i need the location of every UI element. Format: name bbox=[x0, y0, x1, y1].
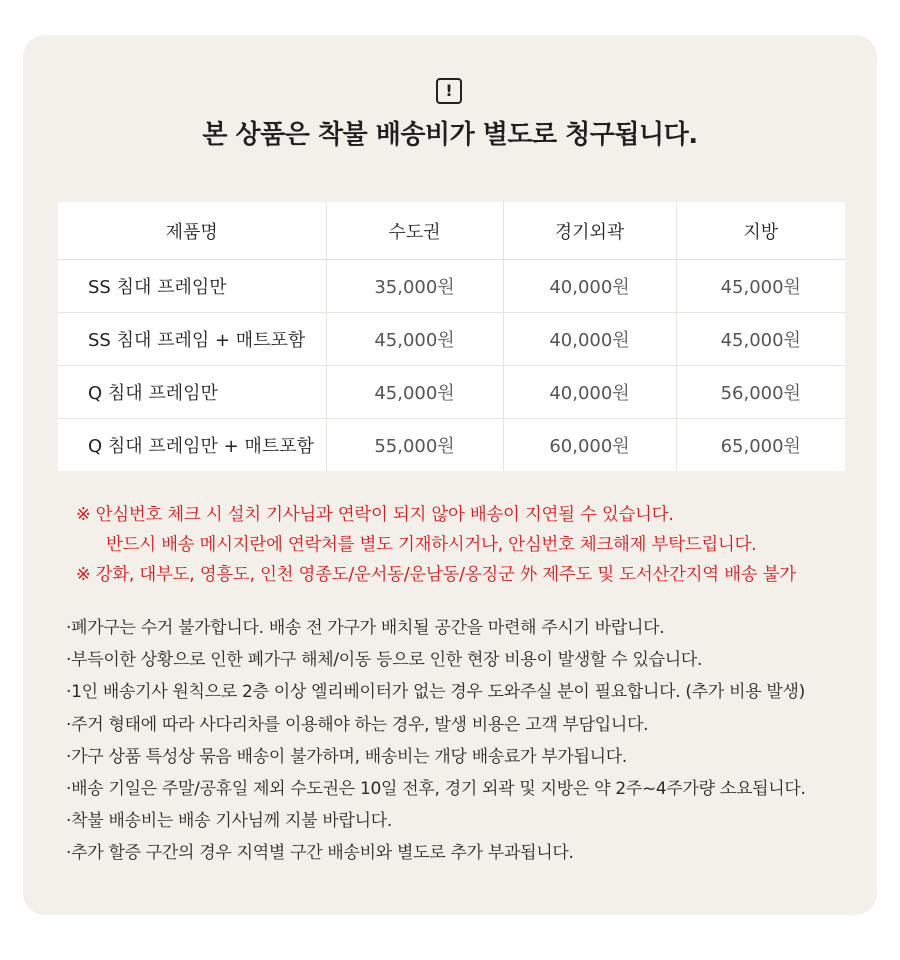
note-item: ·가구 상품 특성상 묶음 배송이 불가하며, 배송비는 개당 배송료가 부가됩니다. bbox=[66, 746, 628, 767]
header-regional: 지방 bbox=[676, 202, 845, 260]
header-gyeonggi-outskirts: 경기외곽 bbox=[503, 202, 676, 260]
exclamation-glyph: ! bbox=[445, 81, 453, 100]
note-item: ·착불 배송비는 배송 기사님께 지불 바랍니다. bbox=[66, 811, 392, 832]
shipping-fee-table bbox=[58, 202, 845, 471]
warning-line: ※ 안심번호 체크 시 설치 기사님과 연락이 되지 않아 배송이 지연될 수 있습니다. bbox=[76, 505, 674, 525]
product-name: SS 침대 프레임 + 매트포함 bbox=[58, 313, 326, 366]
note-item: ·폐가구는 수거 불가합니다. 배송 전 가구가 배치될 공간을 마련해 주시기 바랍니다. bbox=[66, 618, 665, 638]
header-capital-area: 수도권 bbox=[326, 202, 503, 260]
table-row bbox=[58, 419, 845, 472]
price-cell: 40,000원 bbox=[503, 366, 676, 419]
warning-line: ※ 강화, 대부도, 영흥도, 인천 영종도/운서동/운남동/옹징군 外 제주도 및 도서산간지역 배송 불가 bbox=[76, 565, 796, 585]
product-name: SS 침대 프레임만 bbox=[58, 260, 326, 313]
price-cell: 45,000원 bbox=[326, 366, 503, 419]
header-product: 제품명 bbox=[58, 202, 326, 260]
price-cell: 40,000원 bbox=[503, 313, 676, 366]
price-cell: 65,000원 bbox=[720, 436, 801, 457]
warning-line: 반드시 배송 메시지란에 연락처를 별도 기재하시거나, 안심번호 체크해제 부탁드립니다. bbox=[106, 535, 757, 555]
price-cell: 45,000원 bbox=[326, 313, 503, 366]
product-name: Q 침대 프레임만 + 매트포함 bbox=[58, 419, 326, 472]
price-cell: 45,000원 bbox=[676, 313, 845, 366]
note-item: ·1인 배송기사 원칙으로 2층 이상 엘리베이터가 없는 경우 도와주실 분이 필요합니다. (추가 비용 발생) bbox=[66, 682, 806, 703]
product-name: Q 침대 프레임만 bbox=[58, 366, 326, 419]
note-item: ·주거 형태에 따라 사다리차를 이용해야 하는 경우, 발생 비용은 고객 부담입니다. bbox=[66, 714, 649, 735]
table-header-row bbox=[58, 202, 845, 260]
table-row bbox=[58, 260, 845, 313]
delivery-notes-list bbox=[66, 612, 806, 870]
price-cell: 35,000원 bbox=[326, 260, 503, 313]
note-item: ·추가 할증 구간의 경우 지역별 구간 배송비와 별도로 추가 부과됩니다. bbox=[66, 843, 574, 864]
price-cell: 45,000원 bbox=[676, 260, 845, 313]
price-cell: 55,000원 bbox=[326, 419, 503, 472]
note-item: ·배송 기일은 주말/공휴일 제외 수도권은 10일 전후, 경기 외곽 및 지방은 약 2주~4주가량 소요됩니다. bbox=[66, 779, 806, 800]
price-cell: 60,000원 bbox=[503, 419, 676, 472]
table-row bbox=[58, 313, 845, 366]
red-warning-notices bbox=[76, 500, 796, 590]
table-row bbox=[58, 366, 845, 419]
price-cell: 56,000원 bbox=[676, 366, 845, 419]
exclamation-box-icon bbox=[436, 78, 462, 104]
note-item: ·부득이한 상황으로 인한 폐가구 해체/이동 등으로 인한 현장 비용이 발생할 수 있습니다. bbox=[66, 650, 703, 671]
page-title: 본 상품은 착불 배송비가 별도로 청구됩니다. bbox=[202, 120, 698, 150]
price-cell: 40,000원 bbox=[503, 260, 676, 313]
